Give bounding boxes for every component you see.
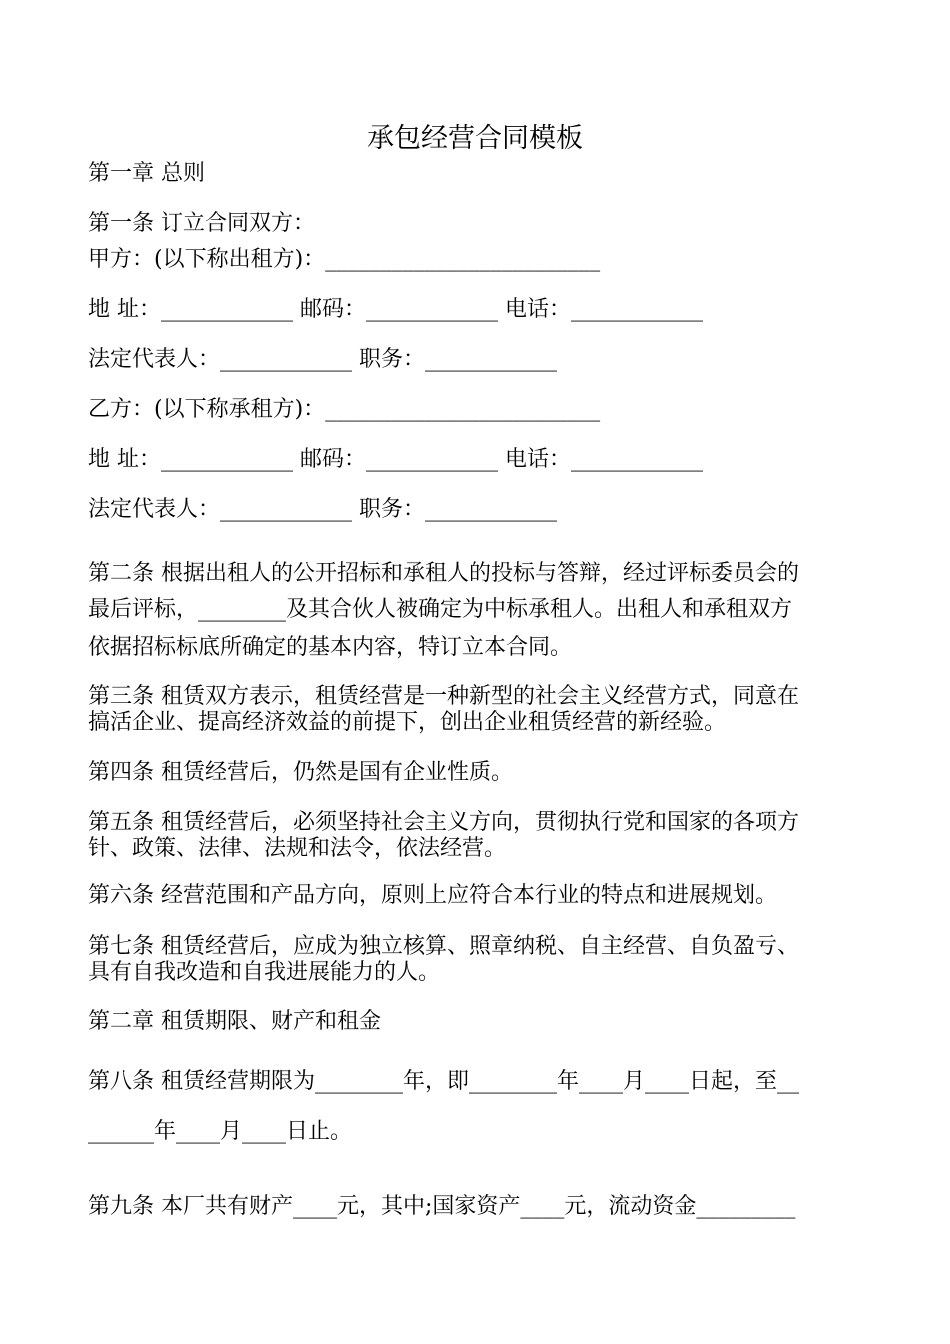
party-b-representative-line: 法定代表人：____________ 职务：____________	[88, 497, 557, 522]
article-line: 具有自我改造和自我进展能力的人。	[88, 960, 441, 985]
article-line: 第七条 租赁经营后，应成为独立核算、照章纳税、自主经营、自负盈亏、	[88, 934, 799, 959]
party-b-line: 乙方：(以下称承租方)：_________________________	[88, 397, 601, 422]
document-title: 承包经营合同模板	[367, 123, 583, 154]
article-line: 依据招标标底所确定的基本内容，特订立本合同。	[88, 635, 573, 660]
article-line: 针、政策、法律、法规和法令，依法经营。	[88, 836, 507, 861]
article-line: 第九条 本厂共有财产____元，其中;国家资产____元，流动资金_________	[88, 1194, 796, 1219]
chapter-heading: 第二章 租赁期限、财产和租金	[88, 1009, 381, 1034]
article-line: 第五条 租赁经营后，必须坚持社会主义方向，贯彻执行党和国家的各项方	[88, 810, 799, 835]
party-a-address-line: 地 址：____________ 邮码：____________ 电话：____________	[88, 297, 703, 322]
article-line: ______年____月____日止。	[88, 1119, 353, 1144]
party-b-address-line: 地 址：____________ 邮码：____________ 电话：____________	[88, 447, 703, 472]
article-line: 第六条 经营范围和产品方向，原则上应符合本行业的特点和进展规划。	[88, 883, 777, 908]
party-a-representative-line: 法定代表人：____________ 职务：____________	[88, 347, 557, 372]
article-line: 搞活企业、提高经济效益的前提下，创出企业租赁经营的新经验。	[88, 710, 727, 735]
party-a-line: 甲方：(以下称出租方)：_________________________	[88, 247, 601, 272]
article-line: 第三条 租赁双方表示，租赁经营是一种新型的社会主义经营方式，同意在	[88, 684, 799, 709]
article-line: 第四条 租赁经营后，仍然是国有企业性质。	[88, 760, 513, 785]
article-line: 最后评标，________及其合伙人被确定为中标承租人。出租人和承租双方	[88, 597, 793, 622]
article-line: 第二条 根据出租人的公开招标和承租人的投标与答辩，经过评标委员会的	[88, 561, 799, 586]
article-line: 第八条 租赁经营期限为________年，即________年____月____日起，至__	[88, 1069, 799, 1094]
chapter-heading: 第一章 总则	[88, 161, 205, 186]
article-line: 第一条 订立合同双方：	[88, 211, 315, 236]
